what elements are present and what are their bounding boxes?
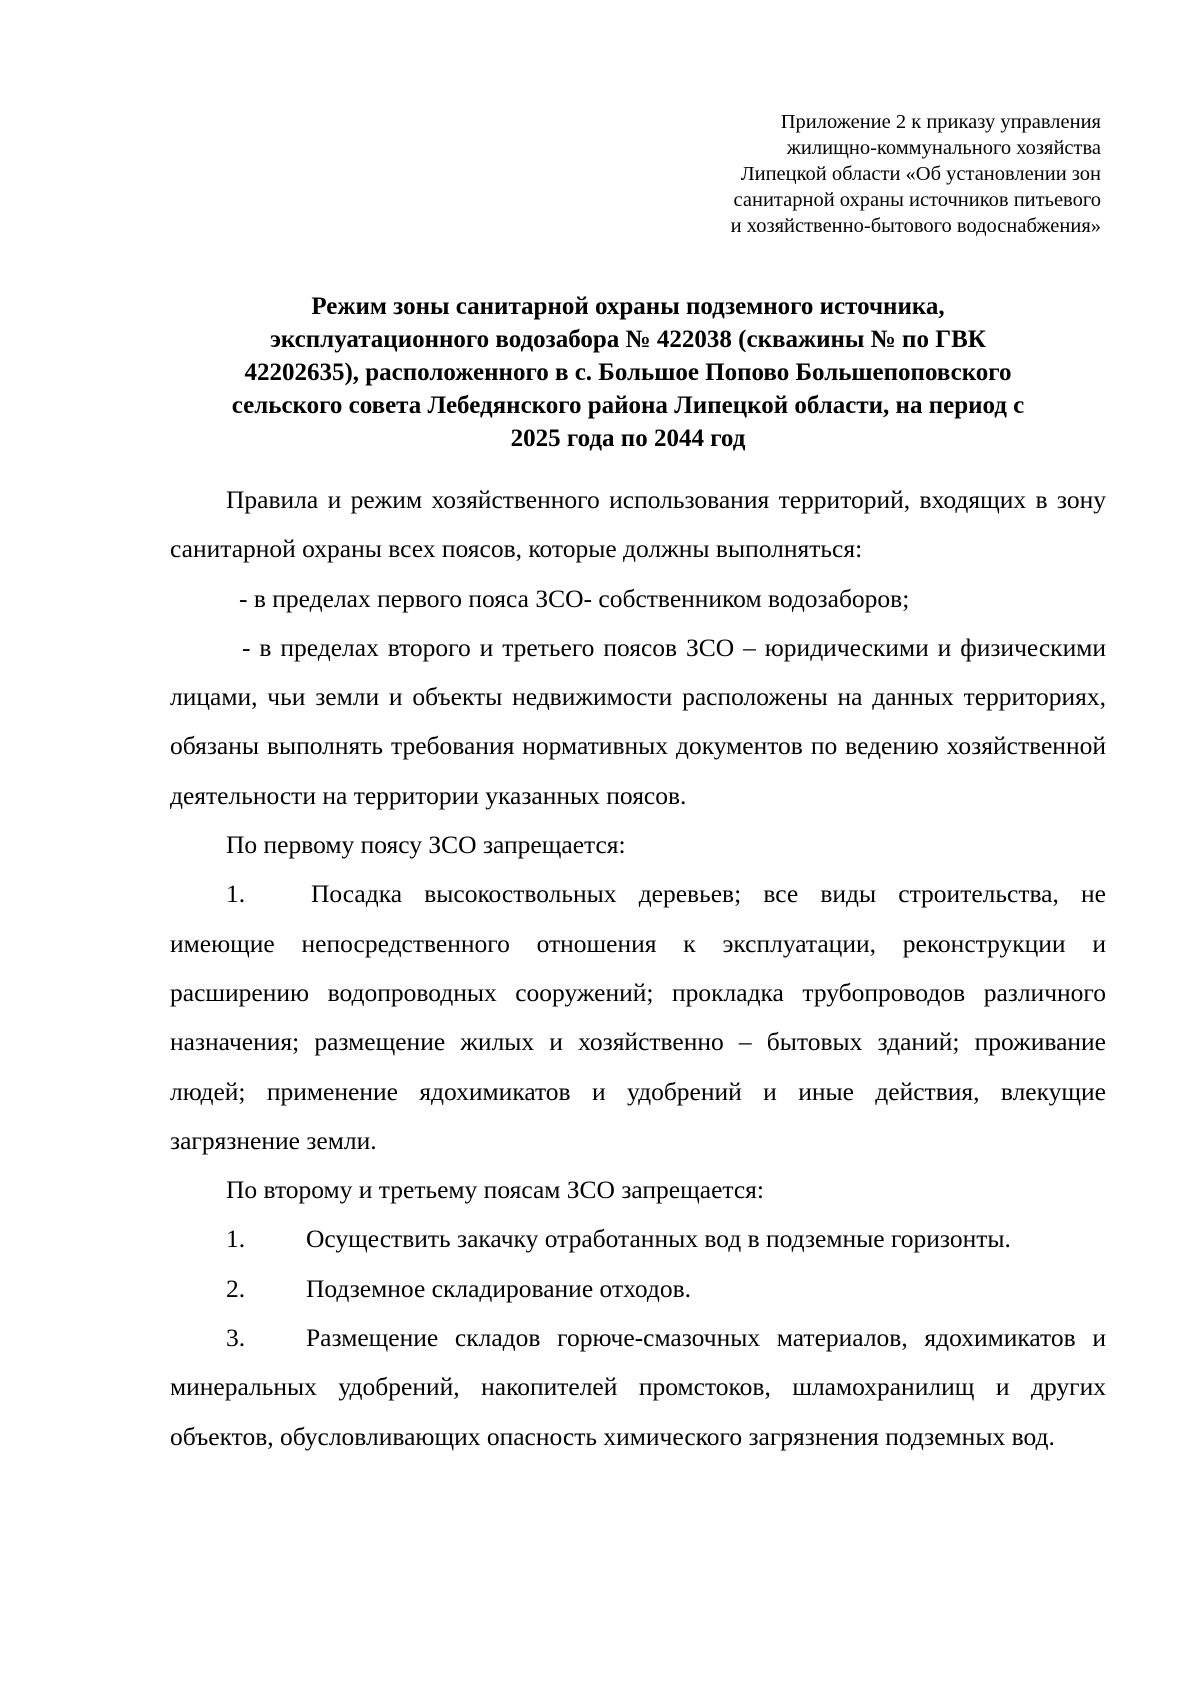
- title-line: Режим зоны санитарной охраны подземного источника,: [311, 293, 945, 320]
- belt23-item-1: [170, 1214, 1106, 1263]
- belt23-heading: По второму и третьему поясам ЗСО запрещается:: [226, 1175, 764, 1205]
- title-line: сельского совета Лебедянского района Липецкой области, на период с: [231, 392, 1025, 419]
- item-text: Осуществить закачку отработанных вод в подземные горизонты.: [306, 1224, 1011, 1254]
- item-number: 1.: [226, 1224, 246, 1254]
- item-text: Подземное складирование отходов.: [306, 1273, 692, 1303]
- appendix-note: [631, 109, 1101, 239]
- intro-paragraph: Правила и режим хозяйственного использования территорий, входящих в зону санитарной охраны всех поясов, которые должны выполняться:: [170, 485, 1106, 564]
- appendix-line: и хозяйственно-бытового водоснабжения»: [730, 215, 1101, 237]
- belt1-heading: По первому поясу ЗСО запрещается:: [226, 830, 626, 860]
- belt1-item-1: [170, 869, 1106, 1165]
- appendix-line: Приложение 2 к приказу управления: [780, 111, 1101, 133]
- title-line: 2025 года по 2044 год: [510, 425, 746, 452]
- appendix-line: Липецкой области «Об установлении зон: [740, 163, 1101, 185]
- item-number: 3.: [226, 1323, 246, 1353]
- dash-item-first-belt: - в пределах первого пояса ЗСО- собственником водозаборов;: [239, 583, 910, 613]
- item-text: Размещение складов горюче-смазочных материалов, ядохимикатов и минеральных удобрений, накопителей промстоков, шламохранилищ и других объектов, обусловливающих опасность химического загрязнения подземных вод.: [170, 1323, 1106, 1451]
- document-body: [170, 475, 1106, 1461]
- belt23-item-2: [170, 1264, 1106, 1313]
- dash-item-second-third-belts: - в пределах второго и третьего поясов ЗСО – юридическими и физическими лицами, чьи земли и объекты недвижимости расположены на данных территориях, обязаны выполнять требования нормативных документов по ведению хозяйственной деятельности на территории указанных поясов.: [170, 632, 1106, 810]
- title-line: эксплуатационного водозабора № 422038 (скважины № по ГВК: [270, 326, 986, 353]
- item-text: Посадка высокоствольных деревьев; все виды строительства, не имеющие непосредственного отношения к эксплуатации, реконструкции и расширению водопроводных сооружений; прокладка трубопроводов различного назначения; размещение жилых и хозяйственно – бытовых зданий; проживание людей; применение ядохимикатов и удобрений и иные действия, влекущие загрязнение земли.: [170, 879, 1106, 1155]
- item-number: 1.: [226, 879, 246, 909]
- item-number: 2.: [226, 1273, 246, 1303]
- appendix-line: жилищно-коммунального хозяйства: [786, 137, 1101, 159]
- document-title: [160, 290, 1096, 455]
- belt23-item-3: [170, 1313, 1106, 1461]
- appendix-line: санитарной охраны источников питьевого: [733, 189, 1101, 211]
- title-line: 42202635), расположенного в с. Большое Попово Большепоповского: [244, 359, 1012, 386]
